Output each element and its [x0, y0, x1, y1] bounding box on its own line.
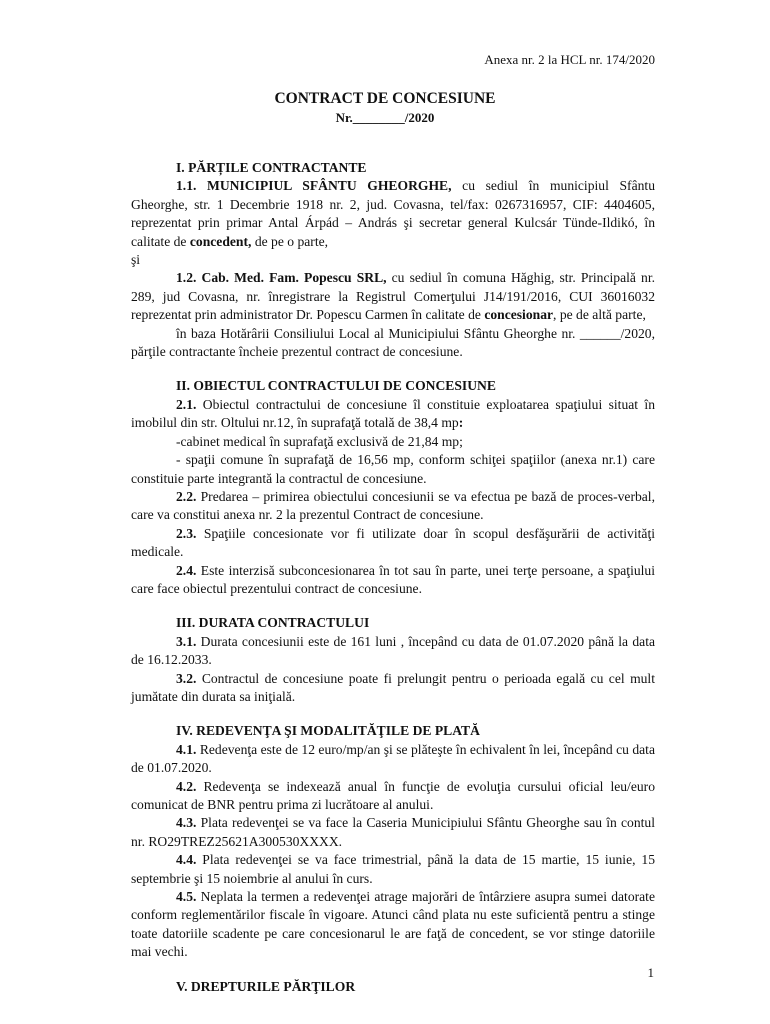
party-role: concesionar — [484, 307, 554, 323]
clause-number: 2.1. — [176, 396, 197, 412]
paragraph — [131, 177, 655, 251]
paragraph — [131, 396, 655, 433]
paragraph — [131, 488, 655, 525]
section-heading: III. DURATA CONTRACTULUI — [176, 615, 370, 631]
contract-title: CONTRACT DE CONCESIUNE — [274, 90, 496, 107]
clause-number: 4.1. — [176, 741, 197, 757]
paragraph: şi — [131, 252, 141, 268]
annex-reference: Anexa nr. 2 la HCL nr. 174/2020 — [484, 52, 655, 67]
clause-number: 4.3. — [176, 815, 197, 831]
clause-number: 1.1. — [176, 178, 197, 194]
paragraph-text: cu sediul în comuna Hăghig, str. Principală nr. 289, jud Covasna, nr. înregistrare la Registrul Comerţului J14/191/2016, CUI 36016032 reprezentat prin administrator Dr. Popescu Carmen în calitate de — [131, 270, 655, 323]
list-item: - spaţii comune în suprafaţă de 16,56 mp, conform schiţei spaţiilor (anexa nr.1) care constituie parte integrantă la contractul de concesiune. — [131, 452, 655, 486]
paragraph-text: Plata redevenţei se va face la Caseria Municipiului Sfântu Gheorghe sau în contul nr. RO29TREZ25621A300530XXXX. — [131, 815, 655, 849]
paragraph — [131, 778, 655, 815]
paragraph-text: Predarea – primirea obiectului concesiunii se va efectua pe bază de proces-verbal, care va constitui anexa nr. 2 la prezentul Contract de concesiune. — [131, 488, 655, 523]
party-role: concedent, — [189, 233, 252, 249]
section-heading: I. PĂRȚILE CONTRACTANTE — [176, 160, 367, 175]
page-number: 1 — [647, 965, 654, 980]
paragraph — [131, 851, 655, 888]
party-name: Cab. Med. Fam. Popescu SRL, — [201, 270, 387, 286]
clause-number: 2.3. — [176, 525, 197, 541]
paragraph-text: , pe de altă parte, — [553, 307, 646, 323]
list-item: -cabinet medical în suprafaţă exclusivă de 21,84 mp; — [176, 433, 463, 449]
paragraph — [131, 525, 655, 562]
clause-number: 3.2. — [176, 670, 197, 686]
paragraph-text: cu sediul în municipiul Sfântu Gheorghe, str. 1 Decembrie 1918 nr. 2, jud. Covasna, tel/fax: 0267316957, CIF: 4404605, reprezentat prin primar Antal Árpád – András şi secretar general Kulcsár Tünde-Ildikó, în calitate de — [131, 178, 655, 249]
paragraph — [131, 633, 655, 670]
paragraph — [131, 269, 655, 324]
paragraph-text: de pe o parte, — [251, 233, 329, 249]
clause-number: 4.5. — [176, 889, 197, 905]
section-heading: V. DREPTURILE PĂRŢILOR — [176, 978, 356, 994]
paragraph-text: Redevenţa este de 12 euro/mp/an şi se plăteşte în echivalent în lei, începând cu data de 01.07.2020. — [131, 741, 655, 776]
contract-number: Nr.________/2020 — [335, 110, 435, 125]
clause-number: 4.4. — [176, 852, 197, 868]
paragraph-text: Plata redevenţei se va face trimestrial, până la data de 15 martie, 15 iunie, 15 septembrie şi 15 noiembrie al anului în curs. — [131, 852, 655, 886]
clause-number: 4.2. — [176, 778, 197, 794]
clause-number: 3.1. — [176, 633, 197, 649]
clause-number: 2.4. — [176, 562, 197, 578]
paragraph-text: Neplata la termen a redevenţei atrage majorări de întârziere asupra sumei datorate conform reglementărilor fiscale în vigoare. Atunci când plata nu este suficientă pentru a stinge toate datoriile scadente pe care concesionarul le are faţă de concedent, se vor stinge datoriile mai vechi. — [131, 889, 655, 960]
paragraph — [131, 741, 655, 778]
colon: : — [458, 415, 464, 431]
paragraph — [131, 814, 655, 851]
paragraph-text: Este interzisă subconcesionarea în tot sau în parte, unei terţe persoane, a spaţiului care face obiectul prezentului contract de concesiune. — [131, 562, 655, 596]
document-body — [131, 159, 655, 996]
paragraph-text: Durata concesiunii este de 161 luni , începând cu data de 01.07.2020 până la data de 16.12.2033. — [131, 633, 655, 668]
party-name: MUNICIPIUL SFÂNTU GHEORGHE, — [207, 178, 452, 194]
paragraph — [131, 888, 655, 962]
section-heading: II. OBIECTUL CONTRACTULUI DE CONCESIUNE — [176, 378, 496, 394]
paragraph-text: Contractul de concesiune poate fi prelungit pentru o perioada egală cu cel mult jumătate din durata sa iniţială. — [131, 670, 655, 704]
paragraph-text: Obiectul contractului de concesiune îl constituie exploatarea spaţiului situat în imobilul din str. Oltului nr.12, în suprafaţă totală de 38,4 mp — [131, 396, 655, 431]
paragraph — [131, 562, 655, 599]
paragraph-text: Redevenţa se indexează anual în funcţie de evoluţia cursului oficial leu/euro comunicat de BNR pentru prima zi lucrătoare al anului. — [131, 778, 655, 812]
clause-number: 1.2. — [176, 270, 197, 286]
paragraph: în baza Hotărârii Consiliului Local al Municipiului Sfântu Gheorghe nr. ______/2020, părţile contractante încheie prezentul contract de concesiune. — [131, 325, 655, 360]
paragraph-text: Spaţiile concesionate vor fi utilizate doar în scopul desfăşurării de activităţi medicale. — [131, 525, 655, 560]
section-heading: IV. REDEVENŢA ŞI MODALITĂŢILE DE PLATĂ — [176, 723, 480, 739]
paragraph — [131, 670, 655, 707]
clause-number: 2.2. — [176, 488, 197, 504]
